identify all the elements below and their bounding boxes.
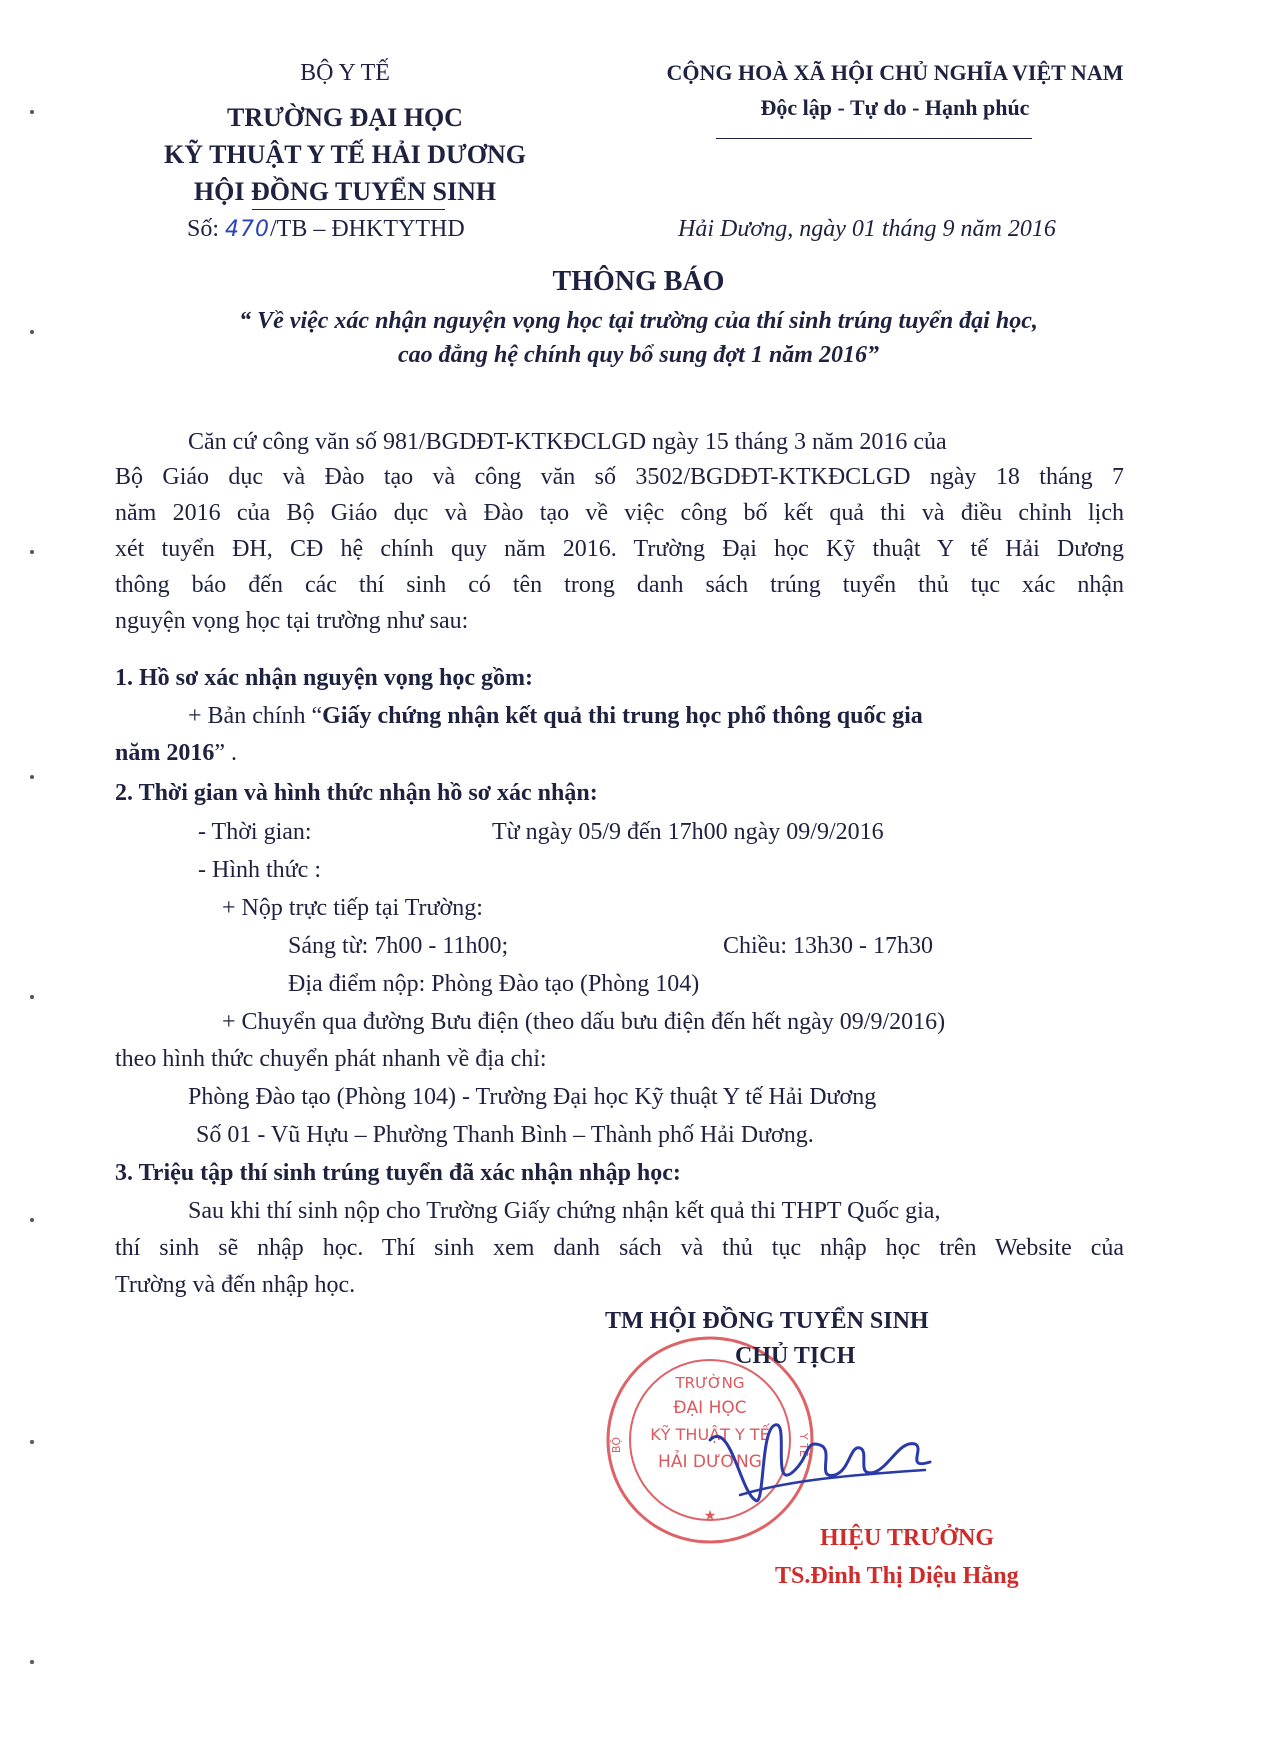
post-submission-line: + Chuyển qua đường Bưu điện (theo dấu bưu điện đến hết ngày 09/9/2016) [222, 1009, 946, 1035]
afternoon-hours: Chiều: 13h30 - 17h30 [723, 933, 933, 959]
section3-heading: 3. Triệu tập thí sinh trúng tuyển đã xác nhận nhập học: [115, 1160, 681, 1186]
section1-item-continued [115, 740, 237, 767]
intro-line: thông báo đến các thí sinh có tên trong danh sách trúng tuyển thủ tục xác nhận [115, 572, 1124, 598]
scan-artifact [30, 550, 34, 554]
section1-item-bold-year: năm 2016 [115, 740, 215, 766]
stamp-line: ĐẠI HỌC [673, 1398, 747, 1418]
direct-submission-label: + Nộp trực tiếp tại Trường: [222, 895, 483, 921]
document-number-handwritten: 470 [225, 217, 271, 242]
section3-line: thí sinh sẽ nhập học. Thí sinh xem danh sách và thủ tục nhập học trên Website của [115, 1235, 1124, 1261]
post-submission-line: theo hình thức chuyển phát nhanh về địa chỉ: [115, 1046, 547, 1072]
section1-item-suffix: ” . [214, 740, 237, 766]
signature-role: CHỦ TỊCH [735, 1343, 856, 1369]
stamp-line: HẢI DƯƠNG [658, 1452, 762, 1472]
time-value: Từ ngày 05/9 đến 17h00 ngày 09/9/2016 [492, 819, 884, 845]
stamp-side-text: BỘ [610, 1436, 623, 1454]
national-motto: Độc lập - Tự do - Hạnh phúc [760, 95, 1030, 120]
section1-item [188, 703, 923, 730]
section1-item-prefix: + Bản chính “ [188, 703, 323, 729]
school-name-line2: KỸ THUẬT Y TẾ HẢI DƯƠNG [164, 140, 526, 169]
section1-item-bold: Giấy chứng nhận kết quả thi trung học phổ thông quốc gia [322, 703, 923, 729]
scan-artifact [30, 330, 34, 334]
scan-artifact [30, 995, 34, 999]
address-line: Phòng Đào tạo (Phòng 104) - Trường Đại học Kỹ thuật Y tế Hải Dương [188, 1084, 877, 1110]
stamp-star: ★ [703, 1508, 717, 1524]
ministry-name: BỘ Y TẾ [300, 60, 390, 86]
scan-artifact [30, 1440, 34, 1444]
stamp-line: KỸ THUẬT Y TẾ [650, 1425, 770, 1444]
stamp-side-text: Y TẾ [797, 1433, 810, 1457]
document-number-prefix: Số: [187, 216, 226, 242]
handwritten-signature [700, 1400, 940, 1520]
intro-line: xét tuyển ĐH, CĐ hệ chính quy năm 2016. Trường Đại học Kỹ thuật Y tế Hải Dương [115, 536, 1124, 562]
signer-name: TS.Đinh Thị Diệu Hằng [775, 1563, 1019, 1589]
council-name: HỘI ĐỒNG TUYỂN SINH [193, 177, 497, 206]
document-title: THÔNG BÁO [552, 266, 725, 297]
document-number-suffix: /TB – ĐHKTYTHD [270, 216, 465, 242]
address-line: Số 01 - Vũ Hựu – Phường Thanh Bình – Thành phố Hải Dương. [196, 1122, 814, 1148]
section3-line: Trường và đến nhập học. [115, 1272, 356, 1298]
intro-line: nguyện vọng học tại trường như sau: [115, 608, 469, 634]
document-number [187, 216, 465, 243]
scan-artifact [30, 1218, 34, 1222]
motto-underline [716, 138, 1032, 139]
document-subject-line1: “ Về việc xác nhận nguyện vọng học tại trường của thí sinh trúng tuyển đại học, [239, 308, 1038, 334]
school-name-line1: TRƯỜNG ĐẠI HỌC [227, 103, 463, 132]
republic-name: CỘNG HOÀ XÃ HỘI CHỦ NGHĨA VIỆT NAM [666, 60, 1124, 85]
stamp-line: TRƯỜNG [675, 1374, 745, 1392]
intro-line: năm 2016 của Bộ Giáo dục và Đào tạo về việc công bố kết quả thi và điều chỉnh lịch [115, 500, 1124, 526]
intro-line: Bộ Giáo dục và Đào tạo và công văn số 3502/BGDĐT-KTKĐCLGD ngày 18 tháng 7 [115, 464, 1124, 490]
scan-artifact [30, 1660, 34, 1664]
scan-artifact [30, 775, 34, 779]
signature-organization: TM HỘI ĐỒNG TUYỂN SINH [605, 1308, 929, 1334]
document-subject-line2: cao đẳng hệ chính quy bổ sung đợt 1 năm 2016” [398, 342, 879, 368]
section2-heading: 2. Thời gian và hình thức nhận hồ sơ xác nhận: [115, 780, 598, 806]
signer-title: HIỆU TRƯỞNG [820, 1525, 995, 1551]
section1-heading: 1. Hồ sơ xác nhận nguyện vọng học gồm: [115, 665, 534, 691]
section3-line: Sau khi thí sinh nộp cho Trường Giấy chứng nhận kết quả thi THPT Quốc gia, [188, 1198, 941, 1224]
intro-line: Căn cứ công văn số 981/BGDĐT-KTKĐCLGD ngày 15 tháng 3 năm 2016 của [188, 429, 947, 455]
header-left-underline [252, 209, 445, 210]
form-label: - Hình thức : [198, 857, 321, 883]
scan-artifact [30, 110, 34, 114]
morning-hours: Sáng từ: 7h00 - 11h00; [288, 933, 509, 959]
time-label: - Thời gian: [198, 819, 312, 845]
place-date: Hải Dương, ngày 01 tháng 9 năm 2016 [678, 216, 1056, 242]
submission-place: Địa điểm nộp: Phòng Đào tạo (Phòng 104) [288, 971, 700, 997]
